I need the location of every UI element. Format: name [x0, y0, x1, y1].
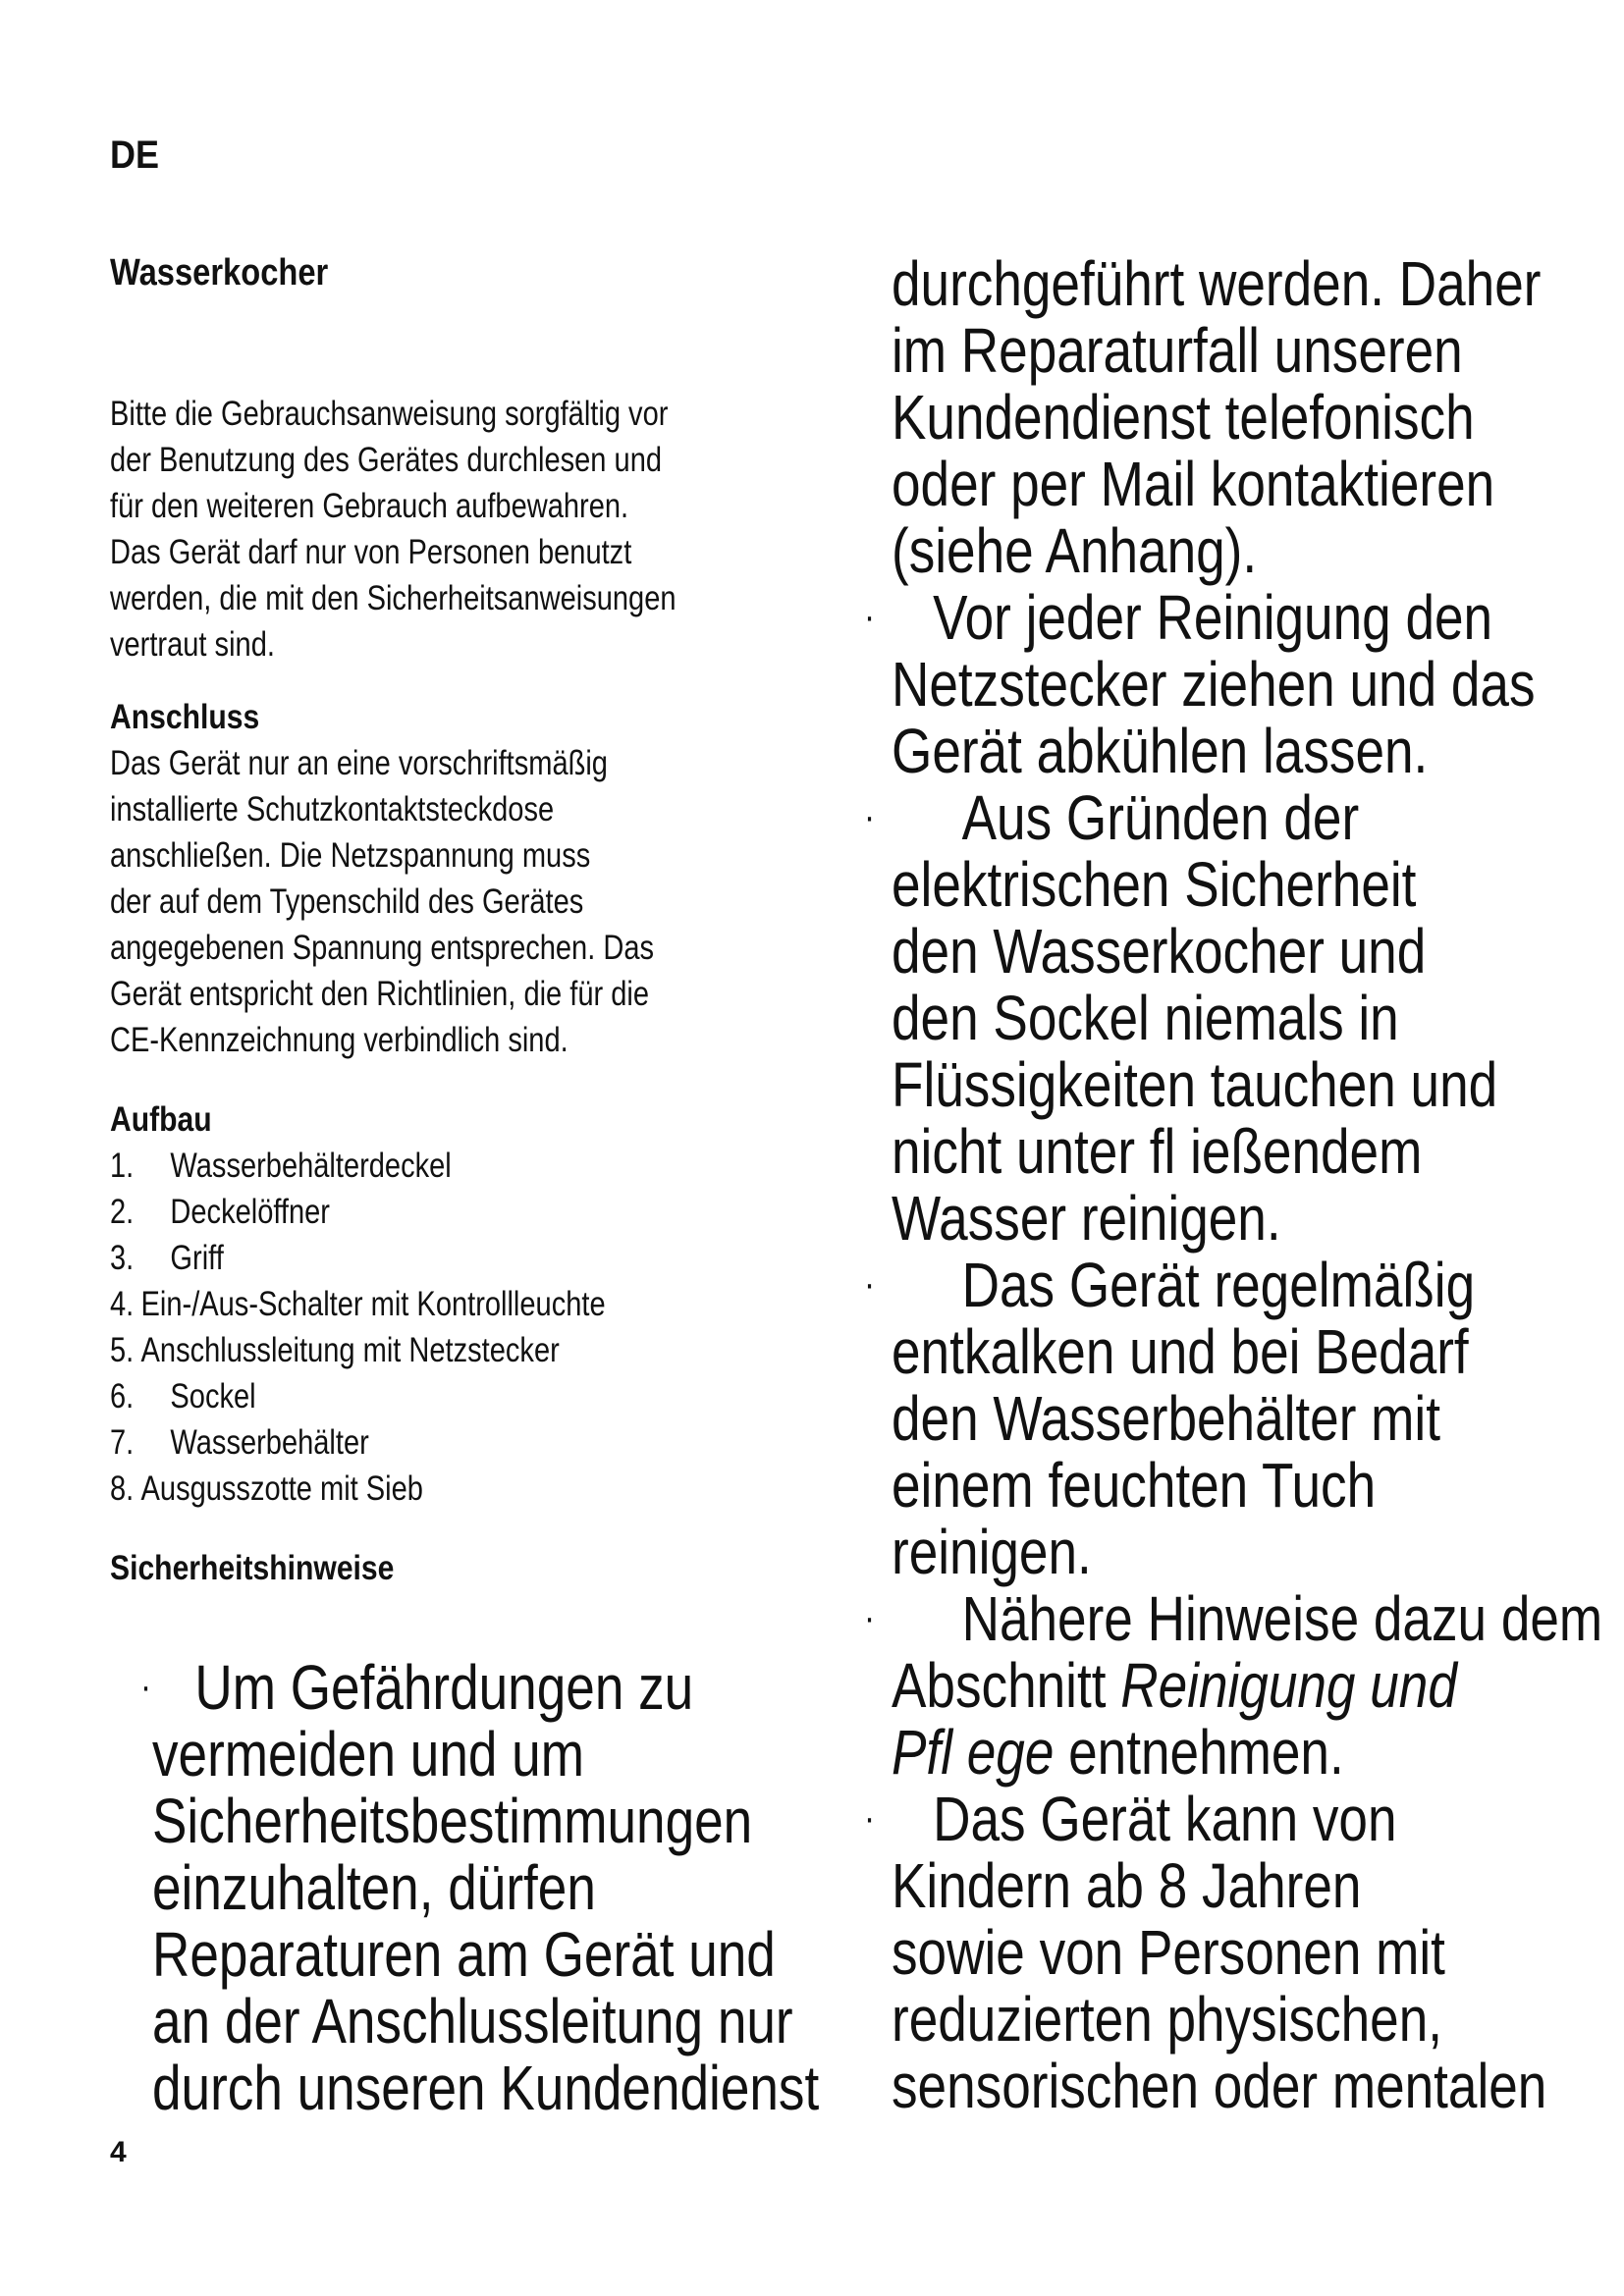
intro-line: vertraut sind. — [110, 625, 275, 664]
sicherheit-heading: Sicherheitshinweise — [110, 1549, 395, 1587]
bullet-line: einzuhalten, dürfen — [152, 1852, 596, 1923]
bullet-line: den Wasserkocher und — [892, 916, 1427, 987]
safety-bullet-repairs — [140, 1652, 820, 2123]
list-item: 8. Ausgusszotte mit Sieb — [110, 1469, 423, 1508]
aufbau-heading: Aufbau — [110, 1100, 212, 1139]
anschluss-line: angegebenen Spannung entsprechen. Das — [110, 929, 655, 967]
bullet-line: Pfl ege entnehmen. — [892, 1717, 1344, 1788]
bullet-icon: · — [864, 595, 876, 639]
list-item: 4. Ein-/Aus-Schalter mit Kontrollleuchte — [110, 1285, 606, 1323]
bullet-icon: · — [864, 1262, 876, 1307]
anschluss-line: Gerät entspricht den Richtlinien, die für die — [110, 975, 650, 1013]
bullet-line: an der Anschlussleitung nur — [152, 1986, 793, 2056]
bullet-line: den Sockel niemals in — [892, 983, 1399, 1053]
intro-line: Bitte die Gebrauchsanweisung sorgfältig vor — [110, 395, 669, 433]
intro-line: werden, die mit den Sicherheitsanweisungen — [110, 579, 677, 617]
continuation-line: im Reparaturfall unseren — [892, 315, 1463, 386]
intro-line: Das Gerät darf nur von Personen benutzt — [110, 533, 632, 571]
intro-line: für den weiteren Gebrauch aufbewahren. — [110, 487, 629, 525]
bullet-line: · Um Gefährdungen zu — [140, 1652, 694, 1723]
bullet-line: reduzierten physischen, — [892, 1984, 1443, 2055]
bullet-line: Abschnitt Reinigung und — [892, 1650, 1457, 1721]
list-item: 1. Wasserbehälterdeckel — [110, 1147, 452, 1185]
bullet-line: Wasser reinigen. — [892, 1183, 1281, 1254]
list-item: 2. Deckelöffner — [110, 1193, 330, 1231]
bullet-line: · Vor jeder Reinigung den — [864, 582, 1493, 653]
continuation-line: (siehe Anhang). — [892, 515, 1258, 586]
intro-line: der Benutzung des Gerätes durchlesen und — [110, 441, 663, 479]
document-title: Wasserkocher — [110, 252, 329, 294]
bullet-line: Sicherheitsbestimmungen — [152, 1786, 753, 1856]
bullet-line: Netzstecker ziehen und das — [892, 649, 1536, 720]
bullet-line: Gerät abkühlen lassen. — [892, 716, 1429, 786]
language-code: DE — [110, 133, 160, 177]
bullet-icon: · — [864, 795, 876, 839]
bullet-line: elektrischen Sicherheit — [892, 849, 1417, 920]
bullet-line: · Das Gerät regelmäßig — [864, 1250, 1476, 1320]
bullet-line: Flüssigkeiten tauchen und — [892, 1049, 1498, 1120]
list-item: 7. Wasserbehälter — [110, 1423, 369, 1462]
anschluss-line: Das Gerät nur an eine vorschriftsmäßig — [110, 744, 608, 782]
bullet-line: sowie von Personen mit — [892, 1917, 1445, 1988]
anschluss-line: der auf dem Typenschild des Gerätes — [110, 882, 584, 921]
continuation-line: oder per Mail kontaktieren — [892, 449, 1495, 519]
bullet-line: reinigen. — [892, 1517, 1092, 1587]
list-item: 6. Sockel — [110, 1377, 256, 1415]
bullet-line: · Nähere Hinweise dazu dem — [864, 1583, 1603, 1654]
intro-paragraph — [110, 391, 817, 667]
right-column — [864, 248, 1603, 2121]
aufbau-section — [110, 1096, 817, 1512]
bullet-line: vermeiden und um — [152, 1719, 584, 1789]
bullet-line: sensorischen oder mentalen — [892, 2051, 1547, 2121]
left-column — [110, 250, 817, 1591]
continuation-line: durchgeführt werden. Daher — [892, 248, 1542, 319]
bullet-icon: · — [864, 1796, 876, 1841]
continuation-line: Kundendienst telefonisch — [892, 382, 1475, 453]
bullet-icon: · — [140, 1665, 152, 1709]
sicherheit-section — [110, 1545, 817, 1591]
bullet-line: Reparaturen am Gerät und — [152, 1919, 776, 1990]
bullet-line: durch unseren Kundendienst — [152, 2053, 820, 2123]
bullet-line: nicht unter fl ießendem — [892, 1116, 1423, 1187]
anschluss-line: anschließen. Die Netzspannung muss — [110, 836, 591, 875]
anschluss-line: installierte Schutzkontaktsteckdose — [110, 790, 555, 828]
list-item: 5. Anschlussleitung mit Netzstecker — [110, 1331, 560, 1369]
anschluss-heading: Anschluss — [110, 698, 260, 736]
list-item: 3. Griff — [110, 1239, 224, 1277]
bullet-line: den Wasserbehälter mit — [892, 1383, 1440, 1454]
anschluss-line: CE-Kennzeichnung verbindlich sind. — [110, 1021, 568, 1059]
bullet-line: · Aus Gründen der — [864, 782, 1360, 853]
parts-list — [110, 1143, 817, 1512]
page-number: 4 — [110, 2136, 127, 2168]
bullet-icon: · — [864, 1596, 876, 1640]
bullet-line: entkalken und bei Bedarf — [892, 1316, 1469, 1387]
bullet-line: Kindern ab 8 Jahren — [892, 1850, 1362, 1921]
bullet-line: einem feuchten Tuch — [892, 1450, 1377, 1521]
anschluss-section — [110, 694, 817, 1063]
bullet-line: · Das Gerät kann von — [864, 1784, 1397, 1854]
